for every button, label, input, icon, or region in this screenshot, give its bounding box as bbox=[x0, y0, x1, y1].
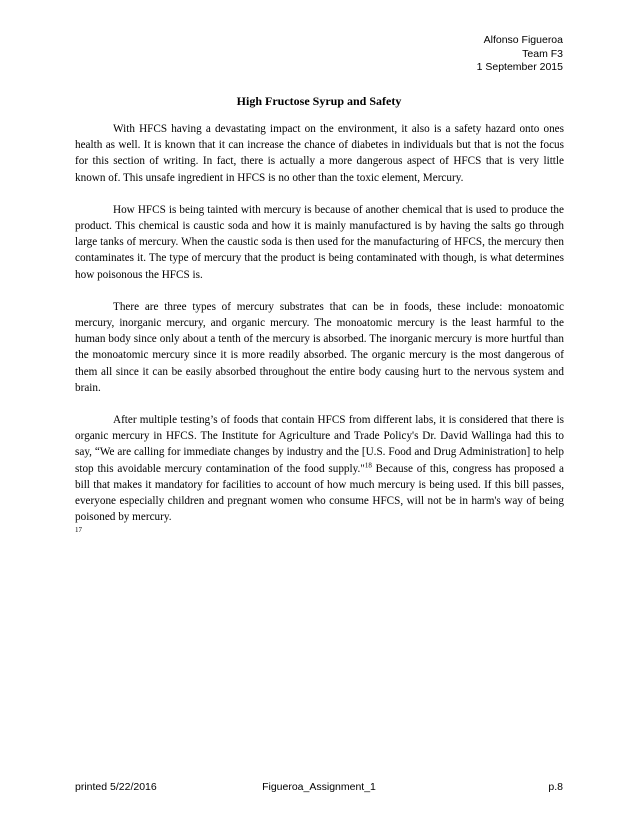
paragraph-text: Because of this, congress has proposed a bill that makes it mandatory for facilities to account of how much mercury is being used. If this bill passes, everyone especially children and pregnant women who consume HFCS, will not be in harm's way of being poisoned by mercury. bbox=[75, 462, 564, 524]
citation-superscript: 18 bbox=[364, 460, 372, 469]
paragraph: With HFCS having a devastating impact on the environment, it also is a safety hazard onto ones health as well. It is known that it can increase the chance of diabetes in individuals but that is not the focus for this section of writing. In fact, there is actually a more dangerous aspect of HFCS that is very little known of. This unsafe ingredient in HFCS is no other than the toxic element, Mercury. bbox=[75, 123, 564, 184]
document-title: High Fructose Syrup and Safety bbox=[236, 94, 402, 108]
page-number: p.8 bbox=[548, 781, 563, 793]
paragraph bbox=[75, 412, 564, 525]
file-name: Figueroa_Assignment_1 bbox=[262, 781, 376, 793]
author-name: Alfonso Figueroa bbox=[483, 34, 563, 46]
team-label: Team F3 bbox=[522, 47, 563, 60]
document-body bbox=[75, 121, 564, 534]
page-header bbox=[477, 34, 563, 75]
paragraph-text: After multiple testing’s of foods that contain HFCS from different labs, it is considered that there is organic mercury in HFCS. The Institute for Agriculture and Trade Policy's Dr. David Wallinga had this to say, “We are calling for immediate changes by industry and the [U.S. Food and Drug Administration] to help stop this avoidable mercury contamination of the food supply." bbox=[75, 414, 564, 475]
footnote-marker: 17 bbox=[75, 526, 82, 535]
paragraph: How HFCS is being tainted with mercury is because of another chemical that is used to produce the product. This chemical is caustic soda and how it is mainly manufactured is by having the salts go through large tanks of mercury. When the caustic soda is then used for the manufacturing of HFCS, the mercury then contaminates it. The type of mercury that the product is being contaminated with though, is what determines how poisonous the HFCS is. bbox=[75, 203, 564, 281]
header-date: 1 September 2015 bbox=[476, 61, 563, 73]
paragraph: There are three types of mercury substrates that can be in foods, these include: monoatomic mercury, inorganic mercury, and organic mercury. The monoatomic mercury is the least harmful to the human body since only about a tenth of the mercury is absorbed. The inorganic mercury is more hurtful than the monoatomic mercury since it is more readily absorbed. The organic mercury is the most dangerous of them all since it can be easily absorbed throughout the entire body causing hurt to the nervous system and brain. bbox=[75, 300, 564, 394]
printed-date: printed 5/22/2016 bbox=[75, 781, 157, 793]
